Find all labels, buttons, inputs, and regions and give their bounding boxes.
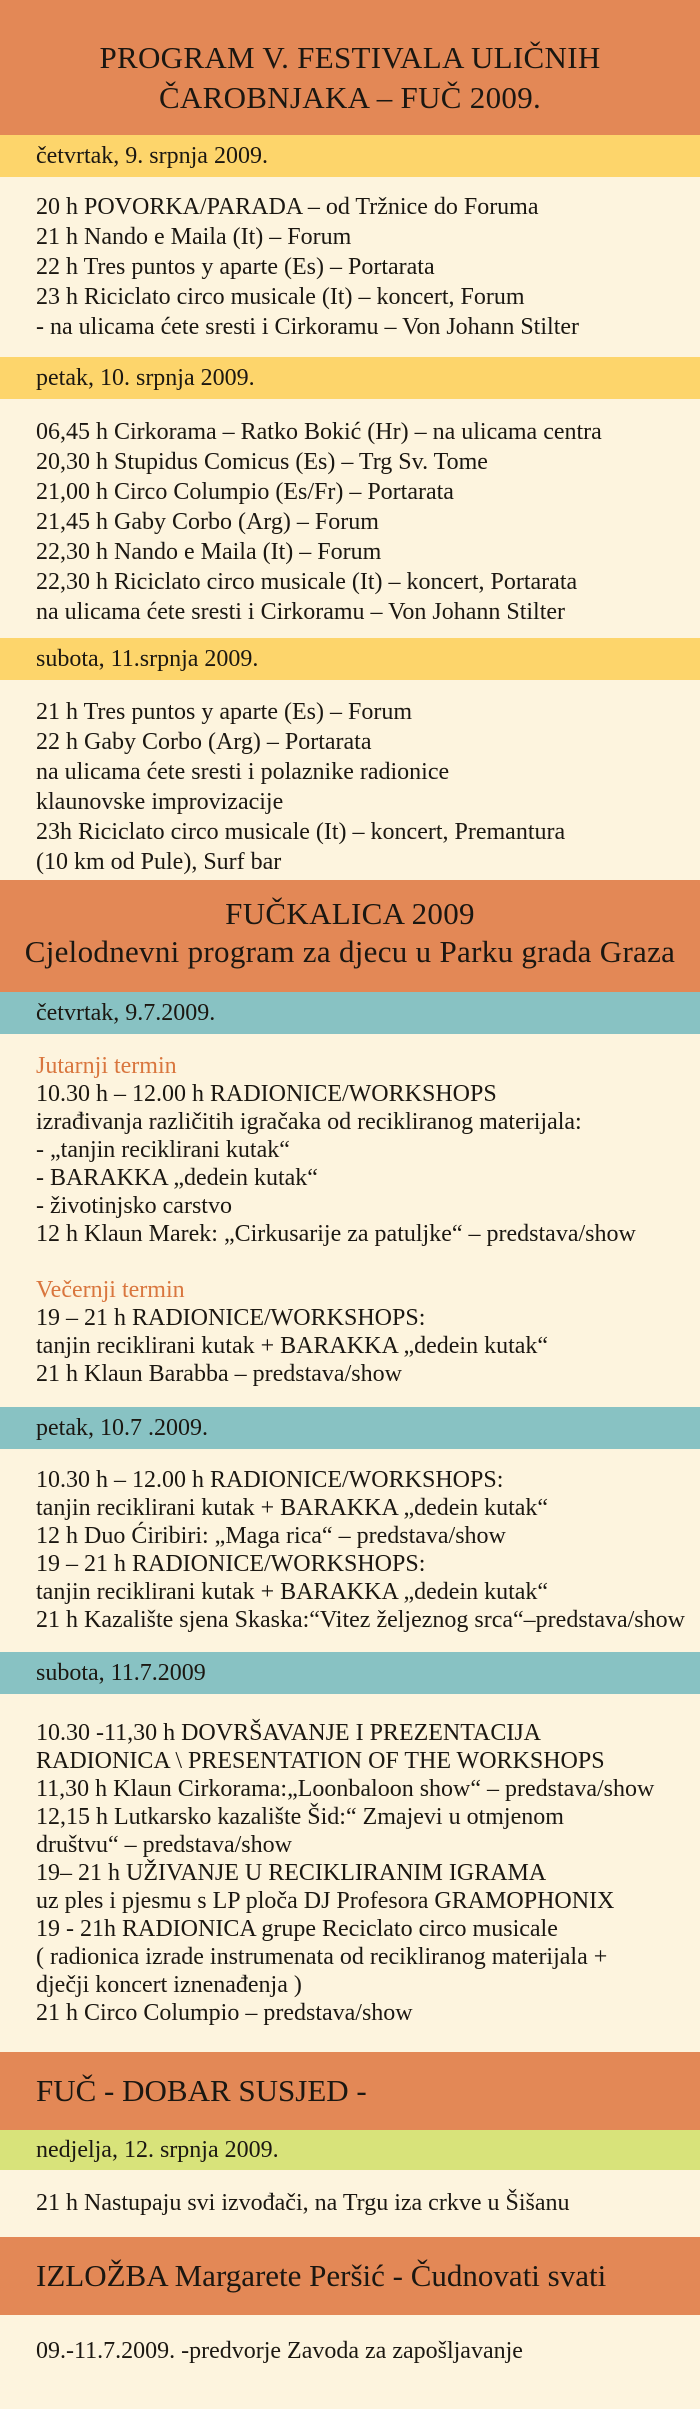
day-header-sunday-12 [0, 2130, 700, 2170]
day-header-thursday-9-7 [0, 992, 700, 1034]
day-header-saturday-11-7 [0, 1652, 700, 1694]
dobar-susjed-title: FUČ - DOBAR SUSJED - [36, 2073, 367, 2108]
program-line: uz ples i pjesmu s LP ploča DJ Profesora GRAMOPHONIX [36, 1888, 615, 1914]
fuckalica-banner [0, 880, 700, 992]
morning-slot-title: Jutarnji termin [36, 1053, 177, 1079]
program-line: - „tanjin reciklirani kutak“ [36, 1137, 290, 1163]
program-line: - BARAKKA „dedein kutak“ [36, 1165, 318, 1191]
dobar-susjed-banner [0, 2052, 700, 2130]
izlozba-title: IZLOŽBA Margarete Peršić - Čudnovati svati [36, 2258, 607, 2293]
program-line: 23 h Riciclato circo musicale (It) – koncert, Forum [36, 284, 525, 310]
program-line: 21 h Klaun Barabba – predstava/show [36, 1361, 402, 1387]
program-line: 19 – 21 h RADIONICE/WORKSHOPS: [36, 1551, 426, 1577]
program-line: na ulicama ćete sresti i polaznike radionice [36, 759, 450, 785]
program-line: izrađivanja različitih igračaka od recikliranog materijala: [36, 1109, 582, 1135]
program-line: 22 h Tres puntos y aparte (Es) – Portarata [36, 254, 435, 280]
program-line: 22 h Gaby Corbo (Arg) – Portarata [36, 729, 372, 755]
program-line: dječji koncert iznenađenja ) [36, 1972, 302, 1998]
program-line: ( radionica izrade instrumenata od recikliranog materijala + [36, 1944, 608, 1970]
program-line: tanjin reciklirani kutak + BARAKKA „dedein kutak“ [36, 1579, 549, 1605]
program-line: 19 - 21h RADIONICA grupe Reciclato circo musicale [36, 1916, 558, 1942]
program-line: tanjin reciklirani kutak + BARAKKA „dedein kutak“ [36, 1333, 549, 1359]
program-line: 23h Riciclato circo musicale (It) – koncert, Premantura [36, 819, 566, 845]
program-line: 10.30 -11,30 h DOVRŠAVANJE I PREZENTACIJA [36, 1720, 541, 1746]
program-line: 19– 21 h UŽIVANJE U RECIKLIRANIM IGRAMA [36, 1860, 547, 1886]
program-line: 20,30 h Stupidus Comicus (Es) – Trg Sv. Tome [36, 449, 488, 475]
program-line: RADIONICA \ PRESENTATION OF THE WORKSHOPS [36, 1748, 605, 1774]
fuckalica-subtitle: Cjelodnevni program za djecu u Parku grada Graza [24, 934, 676, 969]
program-line: 21 h Tres puntos y aparte (Es) – Forum [36, 699, 412, 725]
day-header-friday-10 [0, 357, 700, 399]
day-label: subota, 11.srpnja 2009. [36, 646, 259, 672]
program-line: 22,30 h Riciclato circo musicale (It) – koncert, Portarata [36, 569, 578, 595]
program-line: 12,15 h Lutkarsko kazalište Šid:“ Zmajevi u otmjenom [36, 1804, 564, 1830]
day-label: četvrtak, 9.7.2009. [36, 1000, 216, 1026]
program-line: 21 h Circo Columpio – predstava/show [36, 2000, 413, 2026]
day-label: petak, 10.7 .2009. [36, 1415, 208, 1441]
program-line: na ulicama ćete sresti i Cirkoramu – Von Johann Stilter [36, 599, 566, 625]
day-label: petak, 10. srpnja 2009. [36, 365, 255, 391]
festival-title-banner [0, 0, 700, 135]
day-header-thursday-9 [0, 135, 700, 177]
program-line: 09.-11.7.2009. -predvorje Zavoda za zapošljavanje [36, 2338, 523, 2364]
program-line: 21 h Nastupaju svi izvođači, na Trgu iza crkve u Šišanu [36, 2190, 570, 2216]
program-line: 20 h POVORKA/PARADA – od Tržnice do Foruma [36, 194, 539, 220]
program-line: tanjin reciklirani kutak + BARAKKA „dedein kutak“ [36, 1495, 549, 1521]
festival-title-line-1: PROGRAM V. FESTIVALA ULIČNIH [99, 40, 601, 75]
program-line: 10.30 h – 12.00 h RADIONICE/WORKSHOPS: [36, 1467, 504, 1493]
program-line: društvu“ – predstava/show [36, 1832, 292, 1858]
izlozba-banner [0, 2237, 700, 2315]
program-line: klaunovske improvizacije [36, 789, 284, 815]
program-line: 12 h Duo Ćiribiri: „Maga rica“ – predstava/show [36, 1523, 506, 1549]
program-line: (10 km od Pule), Surf bar [36, 849, 282, 875]
program-line: 21,00 h Circo Columpio (Es/Fr) – Portarata [36, 479, 454, 505]
program-line: 21 h Kazalište sjena Skaska:“Vitez željeznog srca“–predstava/show [36, 1607, 685, 1633]
program-line: - na ulicama ćete sresti i Cirkoramu – Von Johann Stilter [36, 314, 579, 340]
program-line: 11,30 h Klaun Cirkorama:„Loonbaloon show“ – predstava/show [36, 1776, 655, 1802]
program-line: 12 h Klaun Marek: „Cirkusarije za patuljke“ – predstava/show [36, 1221, 636, 1247]
program-line: 19 – 21 h RADIONICE/WORKSHOPS: [36, 1305, 426, 1331]
day-header-friday-10-7 [0, 1407, 700, 1449]
program-line: 10.30 h – 12.00 h RADIONICE/WORKSHOPS [36, 1081, 497, 1107]
day-label: subota, 11.7.2009 [36, 1660, 206, 1686]
day-label: četvrtak, 9. srpnja 2009. [36, 143, 268, 169]
evening-slot-title: Večernji termin [36, 1277, 185, 1303]
fuckalica-title: FUČKALICA 2009 [225, 896, 475, 931]
program-line: 21 h Nando e Maila (It) – Forum [36, 224, 352, 250]
festival-title-line-2: ČAROBNJAKA – FUČ 2009. [158, 80, 542, 115]
program-line: - životinjsko carstvo [36, 1193, 232, 1219]
program-line: 21,45 h Gaby Corbo (Arg) – Forum [36, 509, 379, 535]
day-label: nedjelja, 12. srpnja 2009. [36, 2137, 279, 2163]
day-header-saturday-11 [0, 638, 700, 680]
program-line: 06,45 h Cirkorama – Ratko Bokić (Hr) – na ulicama centra [36, 419, 602, 445]
program-line: 22,30 h Nando e Maila (It) – Forum [36, 539, 382, 565]
